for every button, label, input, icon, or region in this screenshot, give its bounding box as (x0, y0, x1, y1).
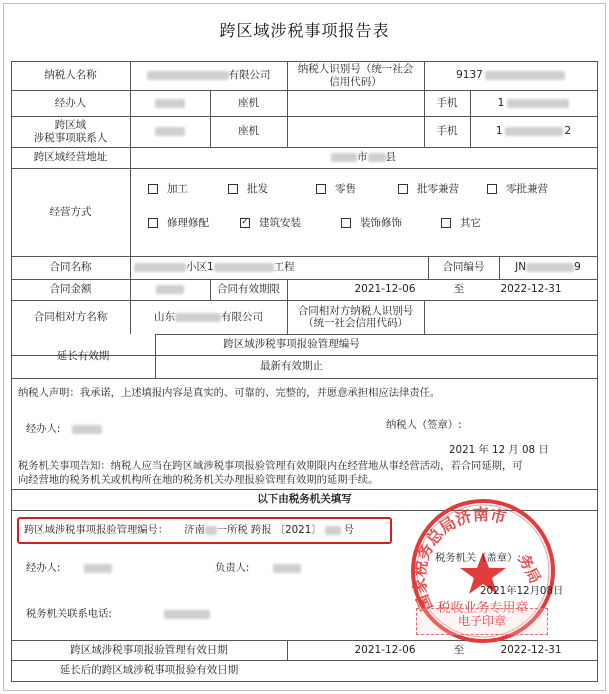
checkbox-icon[interactable] (398, 184, 408, 194)
declaration-date: 2021 年 12 月 08 日 (449, 444, 549, 456)
extension-mgmt-no-label: 跨区域涉税事项报验管理编号 (223, 338, 360, 351)
biz-option-label: 加工 (167, 183, 188, 195)
taxpayer-name-label: 纳税人名称 (44, 69, 97, 82)
authority-phone: 税务机关联系电话: (26, 607, 210, 621)
seal-ring-tail: 务局 (514, 551, 545, 587)
counterparty-id-label: 合同相对方纳税人识别号 （统一社会信用代码） (297, 304, 414, 329)
biz-option-6[interactable] (148, 215, 209, 230)
taxpayer-id-value: 9137 (424, 61, 597, 90)
mgmt-no-line: 跨区域涉税事项报验管理编号： 济南 一所税 跨报 〔2021〕 号 (24, 524, 354, 536)
seal-ring-text: 国家税务总局济南市 (409, 504, 509, 614)
electronic-stamp-label: 电子印章 (457, 613, 506, 628)
landline-label-2: 座机 (238, 125, 259, 138)
address-value: 市 县 (130, 147, 597, 168)
mobile-value-2: 1 2 (495, 125, 572, 138)
biz-mode-label: 经营方式 (49, 205, 92, 218)
biz-option-label: 零批兼营 (506, 183, 548, 195)
redacted-block (147, 71, 229, 80)
counterparty-value: 山东 有限公司 (154, 310, 263, 323)
contract-name-value: 小区1 工程 (130, 256, 428, 279)
seal-inner-text: 税收业务专用章 (437, 601, 529, 616)
validity-start: 2021-12-06 (354, 643, 416, 656)
checkbox-icon[interactable] (316, 184, 326, 194)
validity-to: 至 (453, 643, 465, 656)
mobile-value: 1 (470, 90, 597, 116)
checkbox-icon[interactable] (487, 184, 497, 194)
biz-option-label: 建筑安装 (259, 217, 301, 229)
contract-to: 至 (453, 283, 465, 296)
authority-responsible: 负责人: (215, 561, 301, 575)
checkbox-icon[interactable] (148, 218, 158, 228)
biz-option-8[interactable] (341, 215, 402, 230)
contract-no-label: 合同编号 (442, 261, 485, 274)
mobile-label: 手机 (436, 96, 458, 109)
landline-label: 座机 (238, 96, 259, 109)
biz-option-label: 装饰修饰 (360, 217, 402, 229)
contract-no-value: JN 9 (515, 261, 581, 274)
taxpayer-name-value: 有限公司 (130, 61, 287, 90)
contract-amount-label: 合同金额 (49, 283, 92, 296)
checkbox-icon[interactable] (341, 218, 351, 228)
biz-option-4[interactable] (398, 181, 459, 196)
contract-amount-value (130, 279, 210, 300)
handler-label: 经办人 (54, 96, 87, 109)
biz-option-label: 批发 (247, 183, 268, 195)
declaration-handler: 经办人: (26, 422, 102, 436)
validity-label: 跨区域涉税事项报验管理有效日期 (70, 643, 228, 656)
contract-start: 2021-12-06 (354, 283, 416, 296)
taxpayer-statement: 纳税人声明：我承诺，上述填报内容是真实的、可靠的、完整的，并愿意承担相应法律责任。 (18, 387, 441, 399)
biz-option-9[interactable] (441, 215, 481, 230)
checkbox-checked-icon[interactable]: ✓ (241, 217, 249, 227)
biz-option-label: 修理修配 (167, 217, 209, 229)
checkbox-icon[interactable] (441, 218, 451, 228)
biz-option-1[interactable] (148, 181, 188, 196)
counterparty-label: 合同相对方名称 (33, 310, 108, 323)
biz-option-7[interactable] (240, 215, 301, 230)
extension-latest-label: 最新有效期止 (260, 360, 323, 373)
cross-contact-value (130, 116, 210, 147)
form-title: 跨区域涉税事项报告表 (219, 21, 390, 40)
authority-seal-date: 2021年12月08日 (480, 585, 564, 597)
handler-value (130, 90, 210, 116)
contract-name-label: 合同名称 (49, 261, 92, 274)
extension-label: 延长有效期 (56, 349, 110, 362)
contract-end: 2022-12-31 (500, 283, 562, 296)
taxpayer-id-label: 纳税人识别号（统一社会 信用代码） (297, 63, 414, 88)
biz-option-label: 零售 (335, 183, 356, 195)
checkbox-icon[interactable] (148, 184, 158, 194)
taxpayer-seal-label: 纳税人（签章）: (386, 419, 462, 431)
extended-validity-label: 延长后的跨区域涉税事项报验有效日期 (59, 664, 239, 677)
biz-option-label: 批零兼营 (417, 183, 459, 195)
biz-option-2[interactable] (228, 181, 268, 196)
biz-option-5[interactable] (487, 181, 548, 196)
mobile-label-2: 手机 (436, 125, 458, 138)
checkbox-icon[interactable] (228, 184, 238, 194)
notice-line-1: 税务机关事项告知：纳税人应当在跨区域涉税事项报验管理有效期限内在经营地从事经营活动，若合同延期，可 (18, 460, 523, 472)
contract-period-label: 合同有效期限 (217, 283, 280, 296)
biz-option-label: 其它 (460, 217, 481, 229)
authority-handler: 经办人: (26, 561, 112, 575)
notice-line-2: 向经营地的税务机关或机构所在地的税务机关办理报验管理有效期的延期手续。 (18, 474, 379, 486)
validity-end: 2022-12-31 (500, 643, 562, 656)
cross-contact-label: 跨区域 涉税事项联系人 (33, 119, 108, 144)
authority-section-header: 以下由税务机关填写 (257, 493, 352, 506)
authority-seal-label: 税务机关（盖章）: (435, 552, 521, 564)
biz-option-3[interactable] (316, 181, 356, 196)
address-label: 跨区域经营地址 (33, 151, 108, 164)
